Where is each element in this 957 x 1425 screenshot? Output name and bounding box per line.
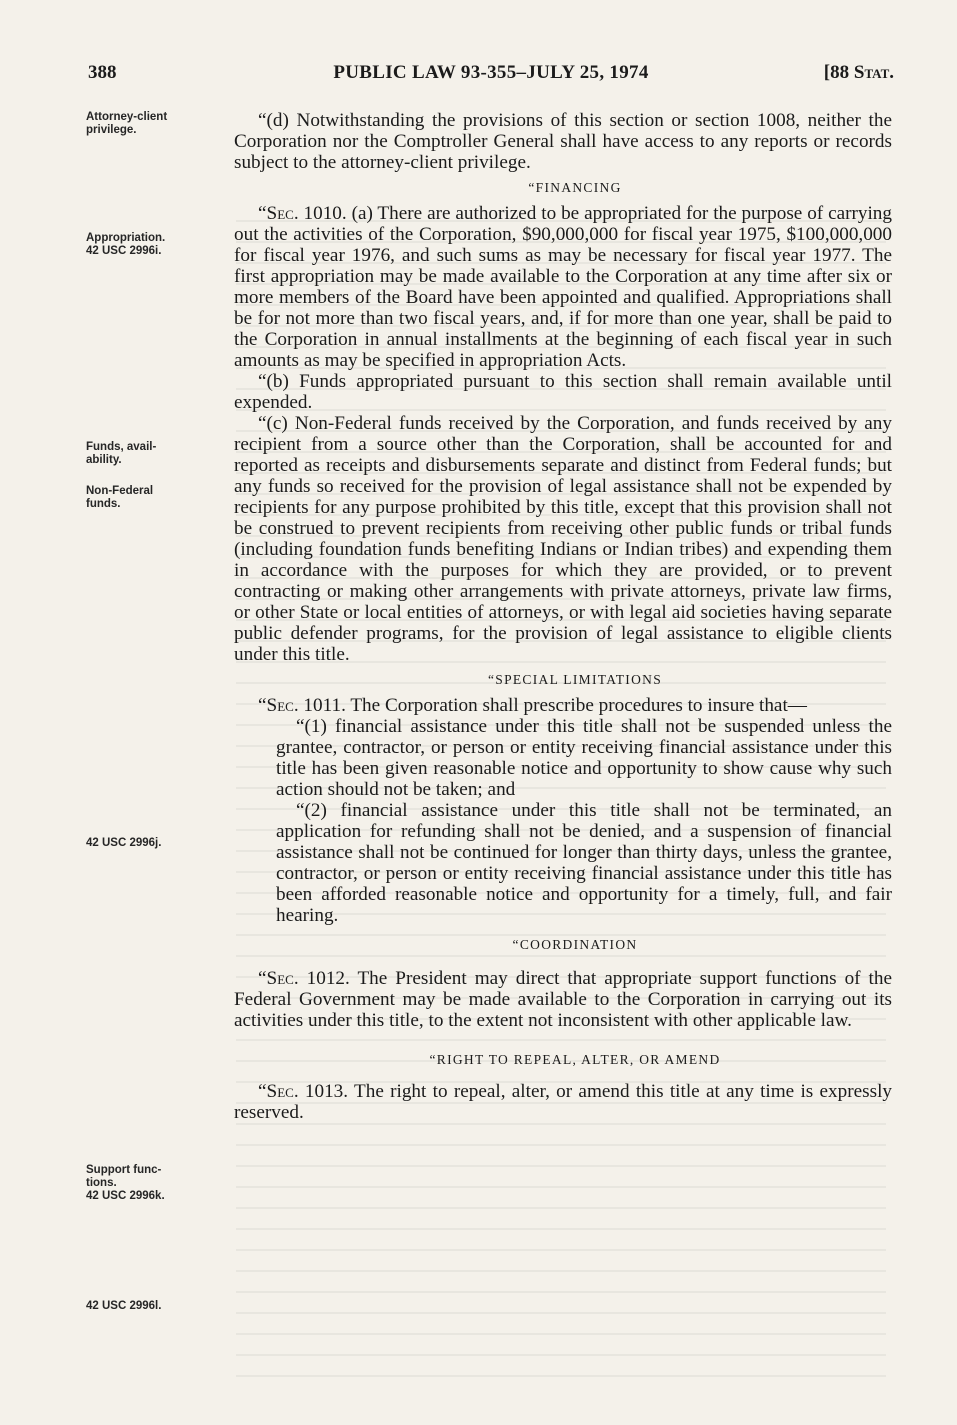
section-1012: “Sec. 1012. The President may direct that appropriate support functions of the Federal Government may be made available to the Corporation in carrying out its activities under this title, to the extent not inconsistent with other applicable law. [234, 968, 892, 1031]
sec-label: Sec. [266, 695, 299, 716]
sec-label: Sec. [266, 1081, 299, 1102]
heading-special-limitations: “SPECIAL LIMITATIONS [487, 672, 663, 687]
margin-note-attorney-client: Attorney-client privilege. [86, 111, 168, 136]
statute-suffix: Stat. [853, 62, 894, 83]
margin-note-support-functions: Support func- tions. 42 USC 2996k. [86, 1164, 165, 1202]
section-1011-text: 1011. The Corporation shall prescribe procedures to insure that— [298, 695, 807, 716]
page-title: PUBLIC LAW 93-355–JULY 25, 1974 [333, 62, 649, 83]
section-1013: “Sec. 1013. The right to repeal, alter, or amend this title at any time is expressly reserved. [234, 1081, 892, 1123]
margin-note-usc-2996j: 42 USC 2996j. [86, 837, 162, 849]
page-number: 388 [88, 62, 117, 83]
sec-label: Sec. [266, 203, 299, 224]
margin-note-appropriation: Appropriation. 42 USC 2996i. [86, 232, 166, 257]
margin-note-usc-2996l: 42 USC 2996l. [86, 1300, 162, 1312]
section-1010-text: 1010. (a) There are authorized to be appropriated for the purpose of carrying out the activities of the Corporation, $90,000,000 for fiscal year 1975, $100,000,000 for fiscal year 1976, and such sums as may be necessary for fiscal year 1977. The first appropriation may be made available to the Corporation at any time after six or more members of the Board have been appointed and qualified. Appropriations shall be for not more than two fiscal years, and, if for more than one year, shall be paid to the Corporation in annual installments at the beginning of each fiscal year in such amounts as may be specified in appropriation Acts. [234, 203, 892, 371]
paragraph-d: “(d) Notwithstanding the provisions of this section or section 1008, neither the Corporation nor the Comptroller General shall have access to any reports or records subject to the attorney-client privilege. [234, 110, 892, 173]
heading-financing: “FINANCING [528, 180, 622, 195]
item-2: “(2) financial assistance under this title shall not be terminated, an application for refunding shall not be denied, and a suspension of financial assistance shall not be continued for longer than thirty days, unless the grantee, contractor, or person or entity receiving financial assistance under this title has been afforded reasonable notice and opportunity for a timely, full, and fair hearing. [276, 800, 892, 926]
statute-reference [824, 62, 894, 84]
margin-note-funds-availability: Funds, avail- ability. [86, 441, 157, 466]
heading-coordination: “COORDINATION [512, 937, 638, 952]
section-1013-text: 1013. The right to repeal, alter, or amend this title at any time is expressly reserved. [234, 1081, 892, 1123]
statute-body [234, 110, 892, 1123]
heading-right-to-repeal: “RIGHT TO REPEAL, ALTER, OR AMEND [429, 1052, 721, 1067]
margin-note-non-federal: Non-Federal funds. [86, 485, 154, 510]
page-header [88, 62, 894, 86]
sec-label: Sec. [266, 968, 299, 989]
paragraph-c: “(c) Non-Federal funds received by the Corporation, and funds received by any recipient from a source other than the Corporation, shall be accounted for and reported as receipts and disbursements separate and distinct from Federal funds; but any funds so received for the provision of legal assistance shall not be expended by recipients for any purpose prohibited by this title, except that this provision shall not be construed to prevent recipients from receiving other public funds or tribal funds (including foundation funds benefiting Indians or Indian tribes) and expending them in accordance with the purposes for which they are provided, or to prevent contracting or making other arrangements with private attorneys, private law firms, or other State or local entities of attorneys, or with legal aid societies having separate public defender programs, for the provision of legal assistance to eligible clients under this title. [234, 413, 892, 665]
section-1012-text: 1012. The President may direct that appropriate support functions of the Federal Government may be made available to the Corporation in carrying out its activities under this title, to the extent not inconsistent with other applicable law. [234, 968, 892, 1031]
section-1011: “Sec. 1011. The Corporation shall prescribe procedures to insure that— [258, 695, 807, 716]
section-1010: “Sec. 1010. (a) There are authorized to be appropriated for the purpose of carrying out the activities of the Corporation, $90,000,000 for fiscal year 1975, $100,000,000 for fiscal year 1976, and such sums as may be necessary for fiscal year 1977. The first appropriation may be made available to the Corporation at any time after six or more members of the Board have been appointed and qualified. Appropriations shall be for not more than two fiscal years, and, if for more than one year, shall be paid to the Corporation in annual installments at the beginning of each fiscal year in such amounts as may be specified in appropriation Acts. [234, 203, 892, 371]
paragraph-b: “(b) Funds appropriated pursuant to this section shall remain available until expended. [234, 371, 892, 413]
item-1: “(1) financial assistance under this title shall not be suspended unless the grantee, contractor, or person or entity receiving financial assistance under this title has been given reasonable notice and opportunity to show cause why such action should not be taken; and [276, 716, 892, 800]
statute-prefix: [88 [823, 62, 854, 83]
